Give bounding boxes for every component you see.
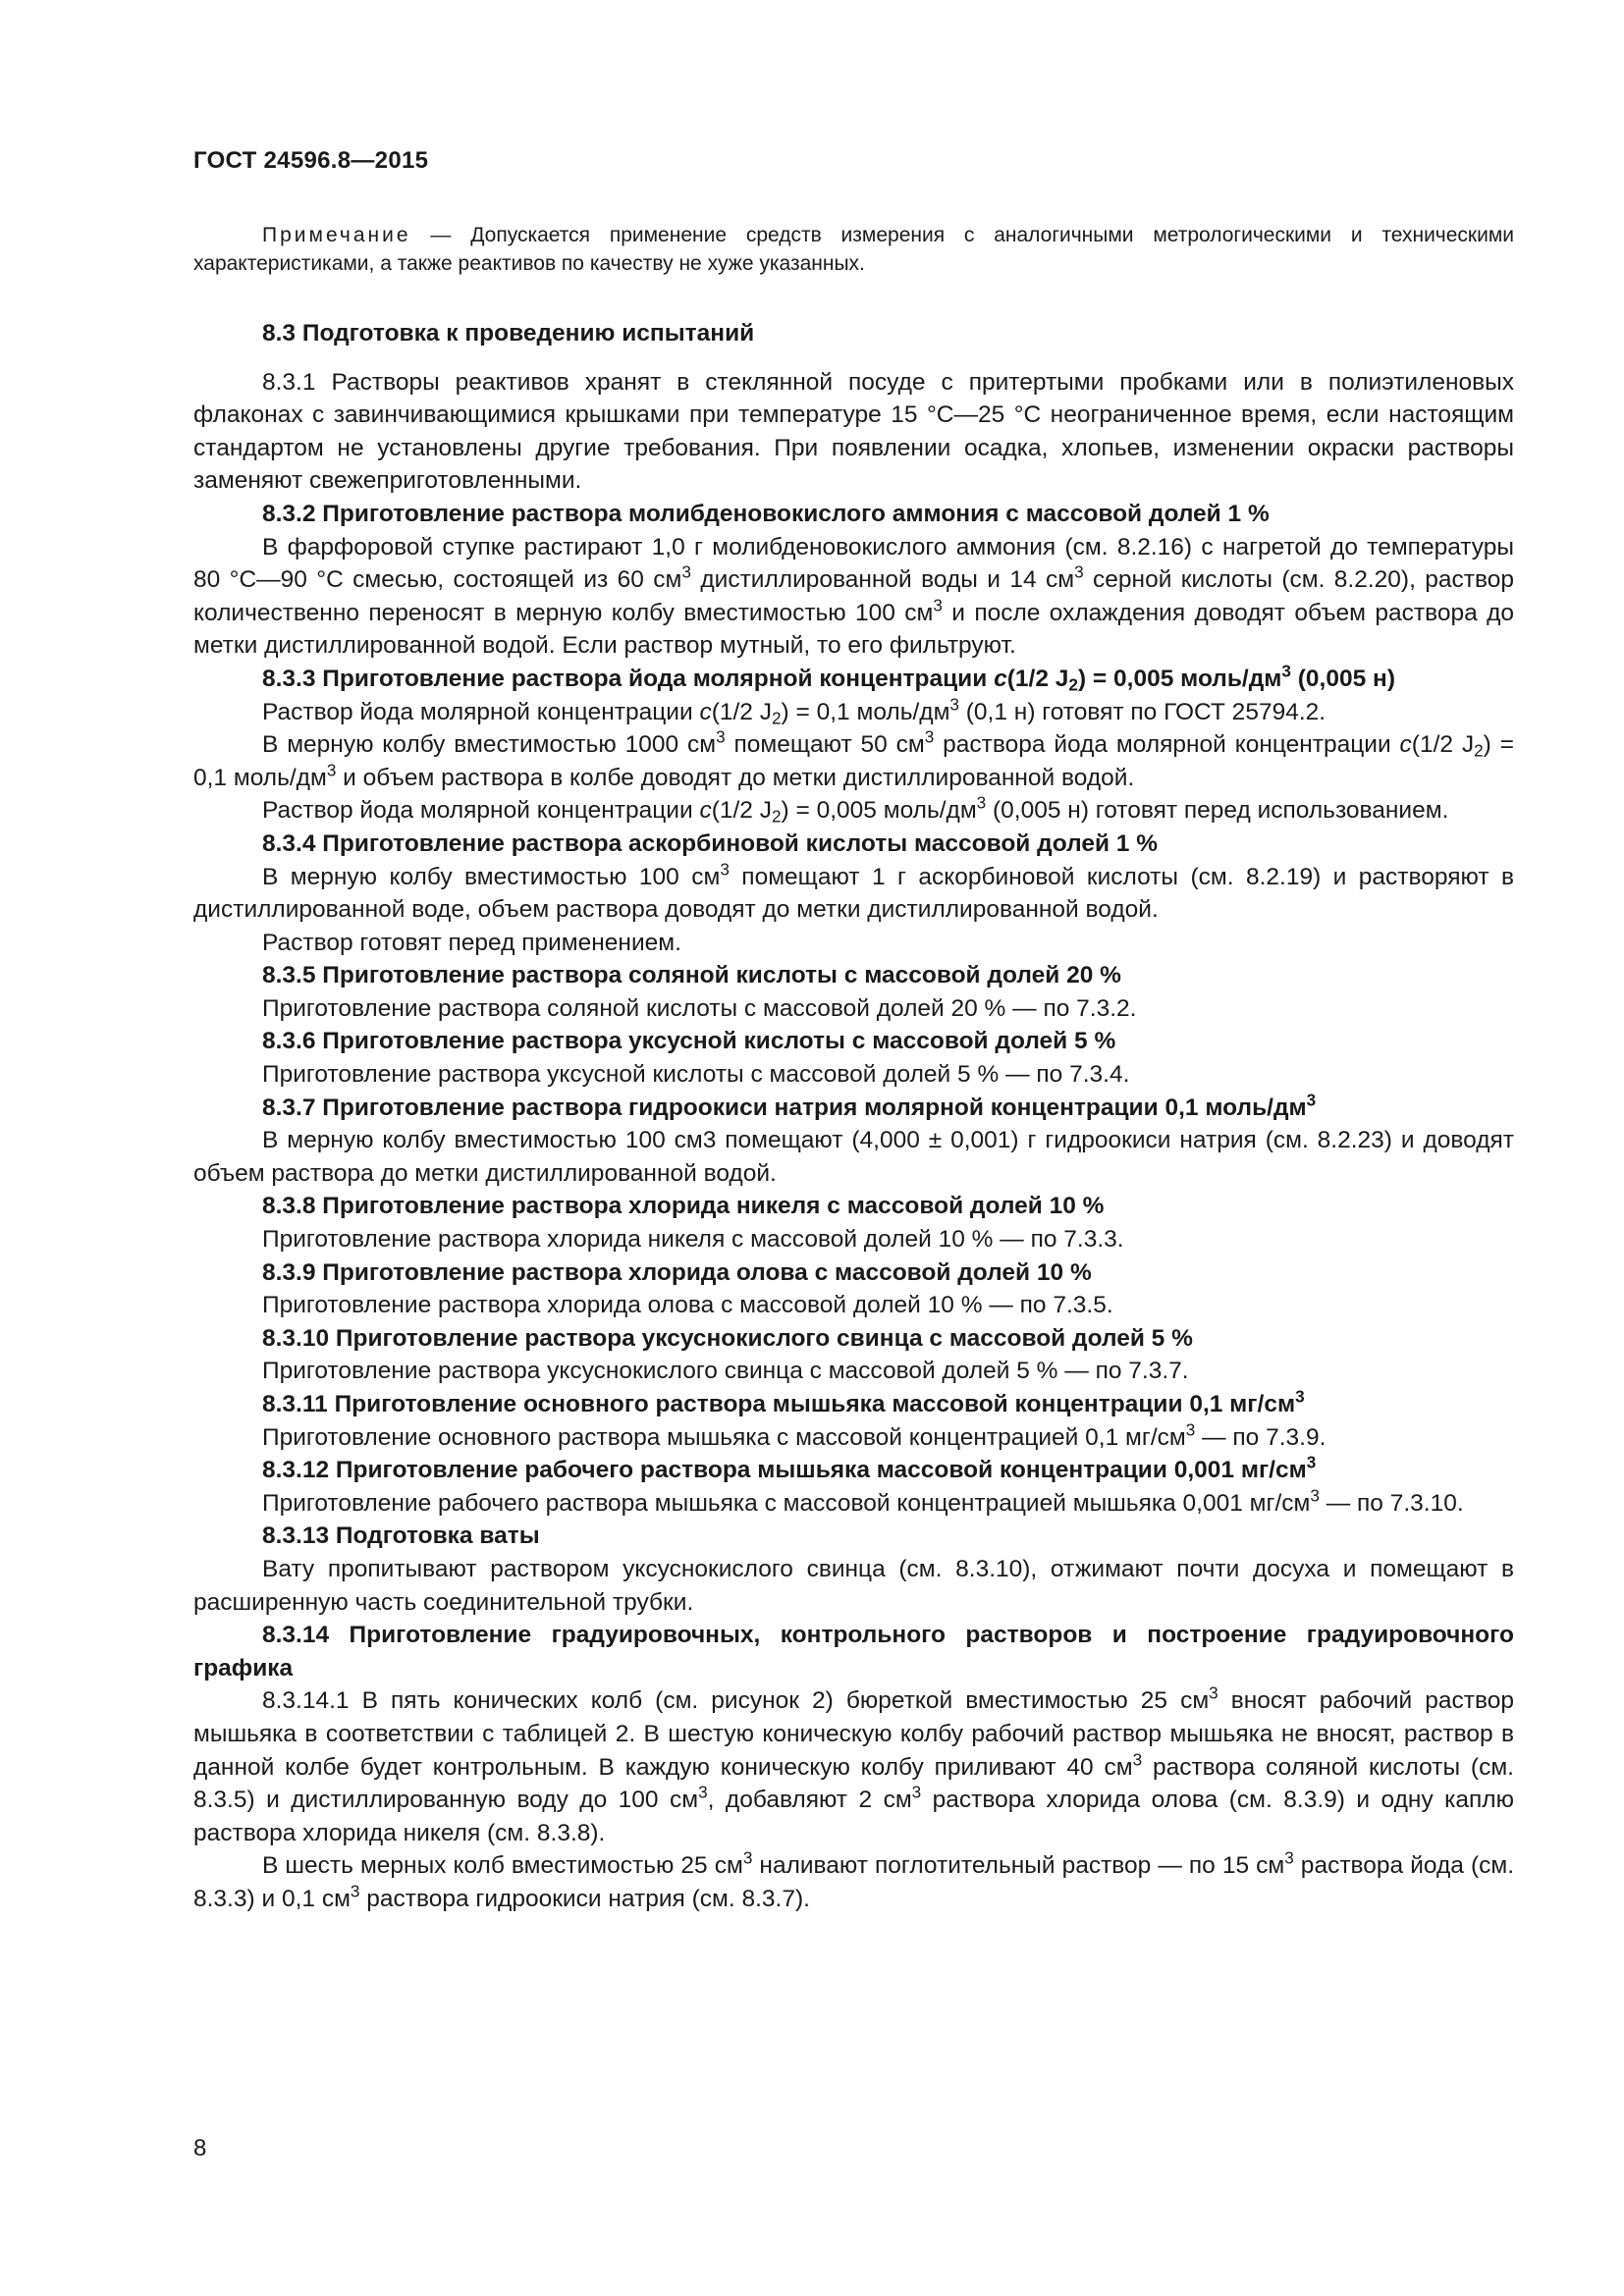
paragraph-8-3-4-1: В мерную колбу вместимостью 100 $см^3$ помещают 1 г аскорбиновой кислоты (см. 8.2.19) и растворяют в дистиллированной воде, объем раствора доводят до метки дистиллированной водой.: [193, 859, 1515, 924]
paragraph-8-3-8: Приготовление раствора хлорида никеля с массовой долей 10 % — по 7.3.3.: [262, 1226, 1124, 1254]
page-content: [193, 221, 1514, 1916]
paragraph-8-3-10: Приготовление раствора уксуснокислого свинца с массовой долей 5 % — по 7.3.7.: [262, 1358, 1189, 1385]
paragraph-8-3-2: В фарфоровой ступке растирают 1,0 г молибденовокислого аммония (см. 8.2.16) с нагретой до температуры 80 °С—90 °С смесью, состоящей из 60 $см^3$ дистиллированной воды и 14 $см^3$ серной кислоты (см. 8.2.20), раствор количественно переносят в мерную колбу вместимостью 100 $см^3$ и после охлаждения доводят объем раствора до метки дистиллированной водой. Если раствор мутный, то его фильтруют.: [193, 533, 1514, 660]
paragraph-8-3-11: Приготовление основного раствора мышьяка с массовой концентрацией 0,1 $мг/см^3$ — по 7.3.9.: [262, 1419, 1326, 1451]
paragraph-8-3-5: Приготовление раствора соляной кислоты с массовой долей 20 % — по 7.3.2.: [262, 994, 1137, 1022]
paragraph-8-3-1: 8.3.1 Растворы реактивов хранят в стеклянной посуде с притертыми пробками или в полиэтиленовых флаконах с завинчивающимися крышками при температуре 15 °С—25 °С неограниченное время, если настоящим стандартом не установлены другие требования. При появлении осадка, хлопьев, изменении окраски растворы заменяют свежеприготовленными.: [193, 368, 1514, 495]
section-8-3-14-title: 8.3.14 Приготовление градуировочных, контрольного растворов и построение градуировочного графика: [193, 1622, 1514, 1682]
page-header-standard-code: ГОСТ 24596.8—2015: [193, 147, 429, 174]
section-8-3-7-title: 8.3.7 Приготовление раствора гидроокиси натрия молярной концентрации 0,1 моль/$дм^3$: [262, 1090, 1317, 1121]
note-label: Примечание: [262, 224, 411, 246]
note-paragraph: Примечание — Допускается применение средств измерения с аналогичными метрологическими и техническими характеристиками, а также реактивов по качеству не хуже указанных.: [193, 224, 1515, 275]
section-8-3-title: 8.3 Подготовка к проведению испытаний: [262, 320, 755, 347]
section-8-3-13-title: 8.3.13 Подготовка ваты: [262, 1522, 540, 1550]
paragraph-8-3-12: Приготовление рабочего раствора мышьяка с массовой концентрацией мышьяка 0,001 $мг/см^3$ — по 7.3.10.: [262, 1485, 1464, 1517]
section-8-3-8-title: 8.3.8 Приготовление раствора хлорида никеля с массовой долей 10 %: [262, 1193, 1105, 1220]
paragraph-8-3-3-3: Раствор йода молярной концентрации c(1/2 $J_2) = 0,005$ моль/$дм^3$ (0,005 н) готовят перед использованием.: [262, 792, 1449, 827]
section-8-3-3-title: 8.3.3 Приготовление раствора йода молярной концентрации c(1/2 $J_2) = 0,005$ моль/$дм^3$ (0,005 н): [262, 661, 1396, 695]
section-8-3-4-title: 8.3.4 Приготовление раствора аскорбиновой кислоты массовой долей 1 %: [262, 829, 1159, 857]
paragraph-8-3-6: Приготовление раствора уксусной кислоты с массовой долей 5 % — по 7.3.4.: [262, 1061, 1130, 1089]
section-8-3-6-title: 8.3.6 Приготовление раствора уксусной кислоты с массовой долей 5 %: [262, 1028, 1116, 1055]
page-number: 8: [193, 2135, 207, 2162]
paragraph-8-3-14-1: 8.3.14.1 В пять конических колб (см. рисунок 2) бюреткой вместимостью 25 $см^3$ вносят рабочий раствор мышьяка в соответствии с таблицей 2. В шестую коническую колбу рабочий раствор мышьяка не вносят, раствор в данной колбе будет контрольным. В каждую коническую колбу приливают 40 $см^3$ раствора соляной кислоты (см. 8.3.5) и дистиллированную воду до 100 $см^3$, добавляют 2 $см^3$ раствора хлорида олова (см. 8.3.9) и одну каплю раствора хлорида никеля (см. 8.3.8).: [193, 1682, 1514, 1846]
paragraph-8-3-3-1: Раствор йода молярной концентрации c(1/2 $J_2) = 0,1$ моль/$дм^3$ (0,1 н) готовят по ГОСТ 25794.2.: [262, 694, 1326, 727]
paragraph-8-3-14-2: В шесть мерных колб вместимостью 25 $см^3$ наливают поглотительный раствор — по 15 $см^3$ раствора йода (см. 8.3.3) и 0,1 $см^3$ раствора гидроокиси натрия (см. 8.3.7).: [193, 1847, 1514, 1912]
section-8-3-12-title: 8.3.12 Приготовление рабочего раствора мышьяка массовой концентрации 0,001 $мг/см^3$: [262, 1452, 1317, 1484]
paragraph-8-3-9: Приготовление раствора хлорида олова с массовой долей 10 % — по 7.3.5.: [262, 1292, 1113, 1319]
paragraph-8-3-7: В мерную колбу вместимостью 100 см3 помещают (4,000 ± 0,001) г гидроокиси натрия (см. 8.2.23) и доводят объем раствора до метки дистиллированной водой.: [193, 1127, 1514, 1187]
section-8-3-2-title: 8.3.2 Приготовление раствора молибденовокислого аммония с массовой долей 1 %: [262, 500, 1270, 527]
note-text: Допускается применение средств измерения с аналогичными метрологическими и техническими характеристиками, а также реактивов по качеству не хуже указанных.: [193, 224, 1515, 275]
section-8-3-10-title: 8.3.10 Приготовление раствора уксуснокислого свинца с массовой долей 5 %: [262, 1324, 1193, 1352]
section-8-3-11-title: 8.3.11 Приготовление основного раствора мышьяка массовой концентрации 0,1 $мг/см^3$: [262, 1386, 1305, 1417]
paragraph-8-3-3-2: В мерную колбу вместимостью 1000 $см^3$ помещают 50 $см^3$ раствора йода молярной концентрации c(1/2 $J_2) = 0,1$ моль/$дм^3$ и объем раствора в колбе доводят до метки дистиллированной водой.: [193, 726, 1514, 791]
section-8-3-5-title: 8.3.5 Приготовление раствора соляной кислоты с массовой долей 20 %: [262, 962, 1121, 989]
section-8-3-9-title: 8.3.9 Приготовление раствора хлорида олова с массовой долей 10 %: [262, 1258, 1092, 1286]
paragraph-8-3-4-2: Раствор готовят перед применением.: [262, 929, 681, 956]
paragraph-8-3-13: Вату пропитывают раствором уксуснокислого свинца (см. 8.3.10), отжимают почти досуха и помещают в расширенную часть соединительной трубки.: [193, 1555, 1514, 1616]
